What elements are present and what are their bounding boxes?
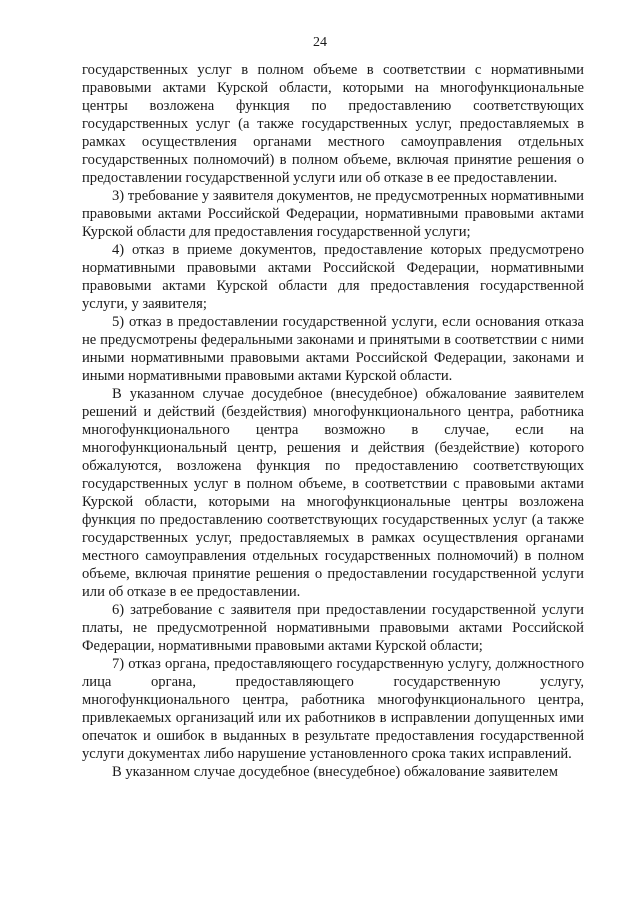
- paragraph-item-6: 6) затребование с заявителя при предоставлении государственной услуги платы, не предусмотренной нормативными правовыми актами Российской Федерации, нормативными правовыми актами Курской области;: [82, 602, 584, 654]
- paragraph-continuation: государственных услуг в полном объеме в соответствии с нормативными правовыми актами Курской области, которыми на многофункциональные центры возложена функция по предоставлению соответствующих государственных услуг (а также государственных услуг, предоставляемых в рамках осуществления органами местного самоуправления отдельных государственных полномочий) в полном объеме, включая принятие решения о предоставлении государственной услуги или об отказе в ее предоставлении.: [82, 62, 584, 186]
- page-number: 24: [313, 35, 327, 50]
- paragraph-item-3: 3) требование у заявителя документов, не предусмотренных нормативными правовыми актами Российской Федерации, нормативными правовыми актами Курской области для предоставления государственной услуги;: [82, 188, 584, 240]
- paragraph-appeal-note-2: В указанном случае досудебное (внесудебное) обжалование заявителем: [112, 764, 558, 780]
- document-body: [82, 61, 584, 781]
- paragraph-item-7: 7) отказ органа, предоставляющего государственную услугу, должностного лица органа, предоставляющего государственную услугу, многофункционального центра, работника многофункционального центра, привлекаемых организаций или их работников в исправлении допущенных ими опечаток и ошибок в выданных в результате предоставления государственной услуги документах либо нарушение установленного срока таких исправлений.: [82, 656, 584, 762]
- paragraph-item-4: 4) отказ в приеме документов, предоставление которых предусмотрено нормативными правовыми актами Российской Федерации, нормативными правовыми актами Курской области для предоставления государственной услуги, у заявителя;: [82, 242, 584, 312]
- paragraph-item-5: 5) отказ в предоставлении государственной услуги, если основания отказа не предусмотрены федеральными законами и принятыми в соответствии с ними иными нормативными правовыми актами Российской Федерации, законами и иными нормативными правовыми актами Курской области.: [82, 314, 584, 384]
- paragraph-appeal-note-1: В указанном случае досудебное (внесудебное) обжалование заявителем решений и действий (бездействия) многофункционального центра, работника многофункционального центра возможно в случае, если на многофункциональный центр, решения и действия (бездействие) которого обжалуются, возложена функция по предоставлению соответствующих государственных услуг в полном объеме, в соответствии с правовыми актами Курской области, которыми на многофункциональные центры возложена функция по предоставлению соответствующих государственных услуг (а также государственных услуг, предоставляемых в рамках осуществления органами местного самоуправления отдельных государственных полномочий) в полном объеме, включая принятие решения о предоставлении государственной услуги или об отказе в ее предоставлении.: [82, 386, 584, 600]
